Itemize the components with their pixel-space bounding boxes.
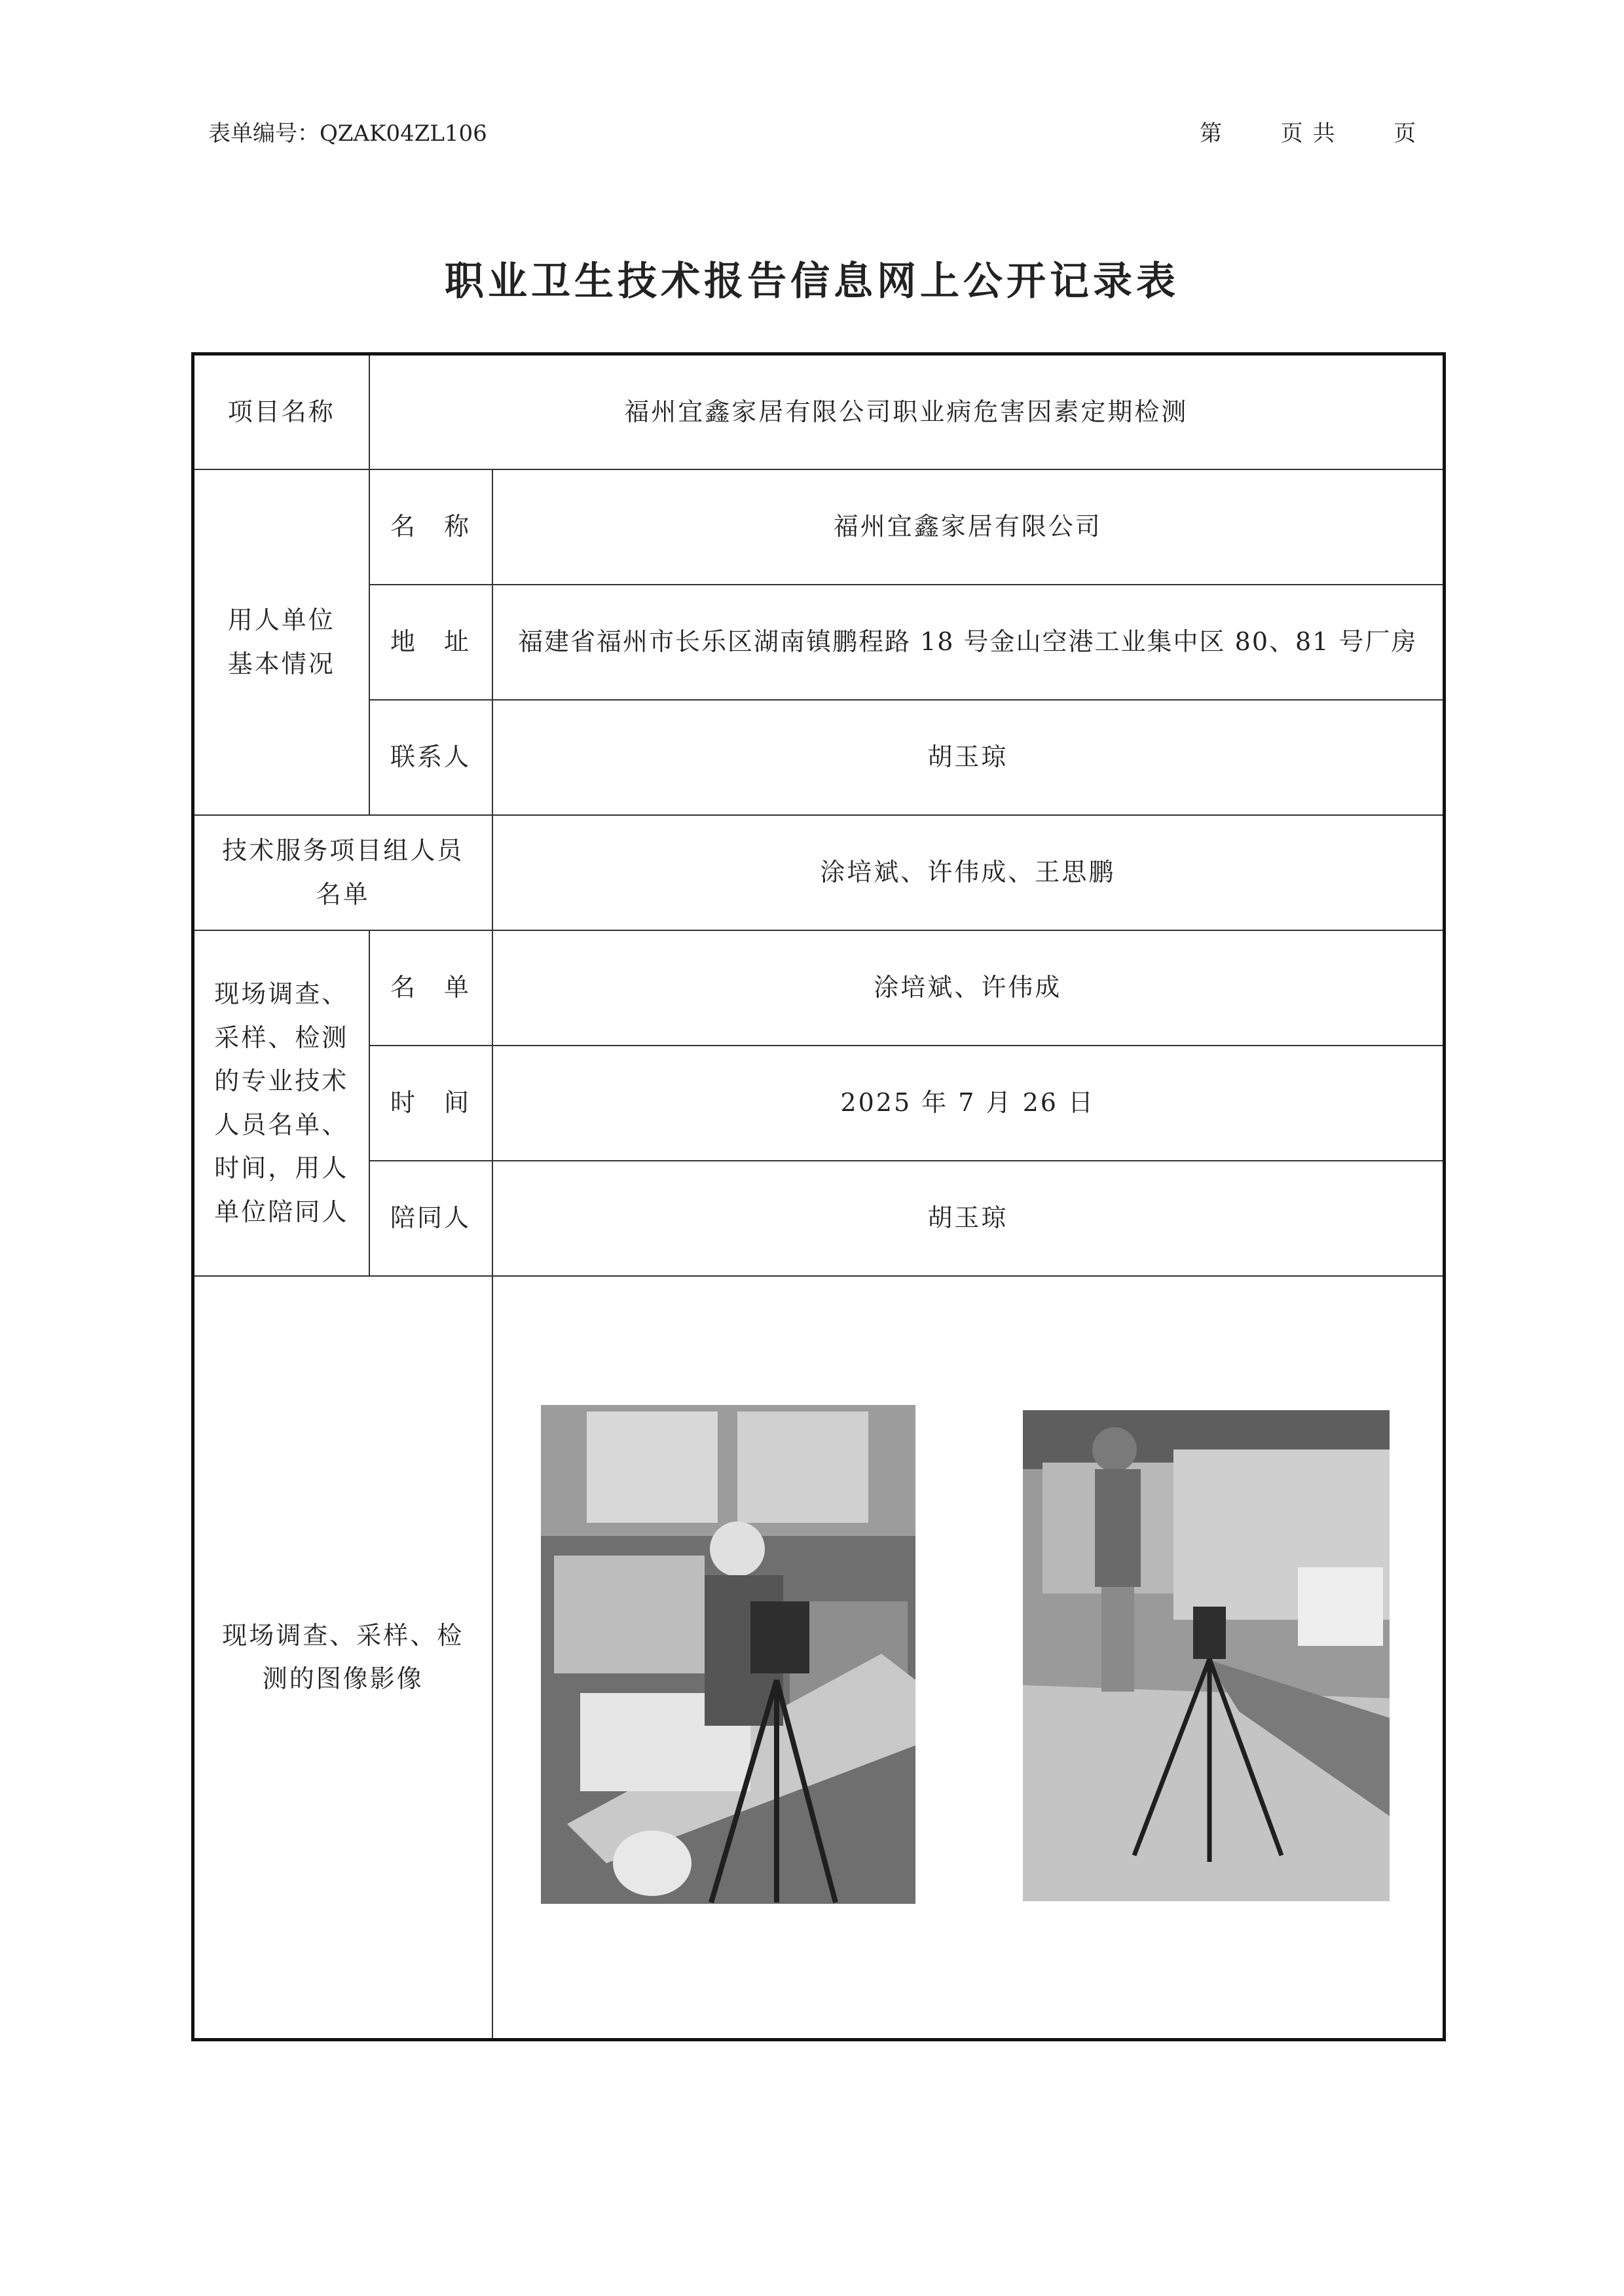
employer-address-value: 福建省福州市长乐区湖南镇鹏程路 18 号金山空港工业集中区 80、81 号厂房 — [492, 585, 1445, 700]
survey-escort-value: 胡玉琼 — [492, 1161, 1445, 1276]
images-label: 现场调查、采样、检测的图像影像 — [193, 1276, 492, 2040]
row-survey-list — [193, 930, 1445, 1046]
survey-group-text: 现场调查、采样、检测的专业技术人员名单、时间，用人单位陪同人 — [214, 979, 349, 1226]
row-employer-address — [193, 585, 1445, 700]
employer-name-label: 名 称 — [369, 469, 492, 585]
project-label: 项目名称 — [193, 354, 369, 469]
photo-1-drawing — [541, 1405, 915, 1904]
team-label: 技术服务项目组人员名单 — [193, 815, 492, 930]
survey-group-label — [193, 930, 369, 1276]
row-survey-escort — [193, 1161, 1445, 1276]
employer-group-label — [193, 469, 369, 815]
row-survey-time — [193, 1046, 1445, 1161]
row-employer-contact — [193, 700, 1445, 815]
survey-time-label: 时 间 — [369, 1046, 492, 1161]
form-number-label: 表单编号： — [208, 120, 320, 147]
row-project — [193, 354, 1445, 469]
survey-list-label: 名 单 — [369, 930, 492, 1046]
page-di: 第 — [1200, 120, 1222, 147]
project-value: 福州宜鑫家居有限公司职业病危害因素定期检测 — [369, 354, 1445, 469]
row-team — [193, 815, 1445, 930]
row-employer-name — [193, 469, 1445, 585]
survey-time-value: 2025 年 7 月 26 日 — [492, 1046, 1445, 1161]
page-title: 职业卫生技术报告信息网上公开记录表 — [445, 259, 1179, 304]
team-value: 涂培斌、许伟成、王思鹏 — [492, 815, 1445, 930]
employer-address-label: 地 址 — [369, 585, 492, 700]
worker-with-sampler-photo — [541, 1405, 915, 1904]
employer-contact-label: 联系人 — [369, 700, 492, 815]
employer-group-text: 用人单位基本情况 — [227, 606, 335, 678]
survey-escort-label: 陪同人 — [369, 1161, 492, 1276]
worker-at-conveyor-photo — [1023, 1410, 1390, 1901]
form-number — [208, 115, 487, 147]
employer-contact-value: 胡玉琼 — [492, 700, 1445, 815]
survey-list-value: 涂培斌、许伟成 — [492, 930, 1445, 1046]
form-number-value: QZAK04ZL106 — [320, 120, 487, 147]
page-gong: 共 — [1312, 120, 1335, 147]
page-ye2: 页 — [1393, 120, 1416, 147]
page-indicator — [1200, 115, 1416, 147]
employer-name-value: 福州宜鑫家居有限公司 — [492, 469, 1445, 585]
page-ye: 页 — [1280, 120, 1303, 147]
photo-2-drawing — [1023, 1410, 1390, 1901]
